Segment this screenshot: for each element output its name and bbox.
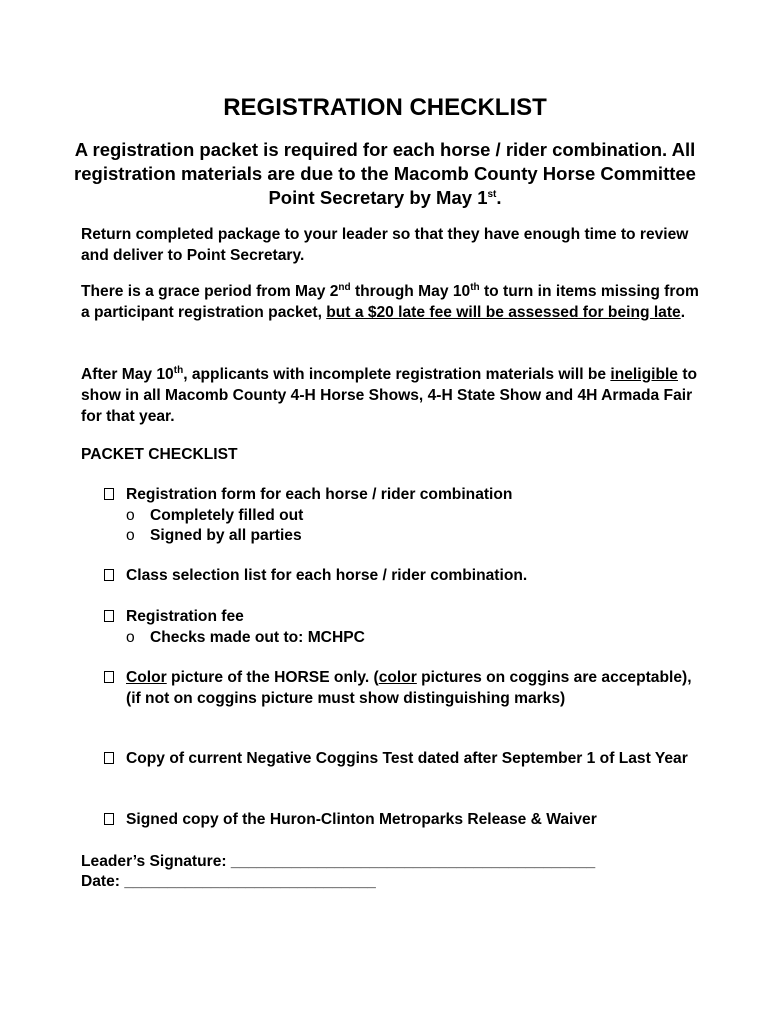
signature-block: [81, 852, 721, 892]
bullet-icon: o: [126, 506, 135, 524]
sub-item: [104, 526, 704, 547]
checkbox-icon[interactable]: [104, 488, 114, 500]
grace-paragraph: [81, 281, 701, 323]
grace-text-4: .: [680, 304, 686, 321]
picture-text-2: pictures on coggins are acceptable), (if not on coggins picture must show distinguishing marks): [126, 669, 692, 707]
checklist-item-coggins-test: [104, 749, 704, 770]
after-text-1: After May 10: [81, 366, 174, 383]
grace-text-1: There is a grace period from May 2: [81, 283, 339, 300]
grace-text-3: to turn in items missing from a participant registration packet,: [81, 283, 699, 321]
checklist-item-color-picture: [104, 668, 704, 709]
late-fee-text: but a $20 late fee will be assessed for being late: [326, 304, 681, 321]
checklist-item-label: Registration form for each horse / rider combination: [126, 486, 513, 503]
checklist-item-label: [126, 668, 704, 709]
color-text-2: color: [378, 669, 417, 686]
grace-text-2: through May 10: [350, 283, 471, 300]
grace-sup-1: nd: [338, 281, 351, 293]
checklist-item-label: Registration fee: [126, 608, 244, 625]
sub-item-label: Completely filled out: [150, 506, 304, 524]
checkbox-icon[interactable]: [104, 569, 114, 581]
sub-item-label: Checks made out to: MCHPC: [150, 628, 365, 646]
sub-item: [104, 506, 704, 527]
after-sup: th: [173, 364, 184, 376]
checklist-item-class-selection: [104, 566, 704, 587]
subtitle: [60, 138, 710, 210]
date-line: Date: _____________________________: [81, 873, 376, 890]
checkbox-icon[interactable]: [104, 610, 114, 622]
subtitle-text: A registration packet is required for each horse / rider combination. All registration materials are due to the Macomb County Horse Committee Point Secretary by May 1: [74, 139, 696, 208]
sub-item: [104, 628, 704, 649]
checklist-item-label: Signed copy of the Huron-Clinton Metroparks Release & Waiver: [126, 811, 597, 828]
checkbox-icon[interactable]: [104, 752, 114, 764]
picture-text-1: picture of the HORSE only. (: [166, 669, 379, 686]
after-paragraph: [81, 364, 701, 427]
bullet-icon: o: [126, 527, 135, 544]
checklist-item-label: Class selection list for each horse / rider combination.: [126, 567, 528, 584]
return-paragraph: Return completed package to your leader so that they have enough time to review and deliver to Point Secretary.: [81, 226, 689, 264]
checklist-item-release-waiver: [104, 810, 704, 831]
checklist-item-registration-fee: [104, 607, 704, 648]
color-text: Color: [126, 669, 167, 686]
subtitle-period: .: [496, 187, 502, 208]
checklist-item-label: Copy of current Negative Coggins Test dated after September 1 of Last Year: [126, 750, 688, 767]
after-text-2: , applicants with incomplete registration materials will be: [183, 366, 611, 383]
subtitle-sup: st: [487, 188, 497, 200]
leader-signature-line: Leader’s Signature: __________________________________________: [81, 853, 596, 870]
sub-item-label: Signed by all parties: [150, 527, 302, 544]
checkbox-icon[interactable]: [104, 671, 114, 683]
ineligible-text: ineligible: [610, 366, 678, 383]
after-text-3: to show in all Macomb County 4-H Horse Shows, 4-H State Show and 4H Armada Fair for that year.: [81, 366, 698, 425]
bullet-icon: o: [126, 628, 135, 646]
checklist-item-registration-form: [104, 485, 704, 547]
checkbox-icon[interactable]: [104, 813, 114, 825]
packet-checklist-heading: PACKET CHECKLIST: [81, 446, 238, 463]
grace-sup-2: th: [470, 281, 480, 293]
page-title: REGISTRATION CHECKLIST: [223, 94, 547, 121]
